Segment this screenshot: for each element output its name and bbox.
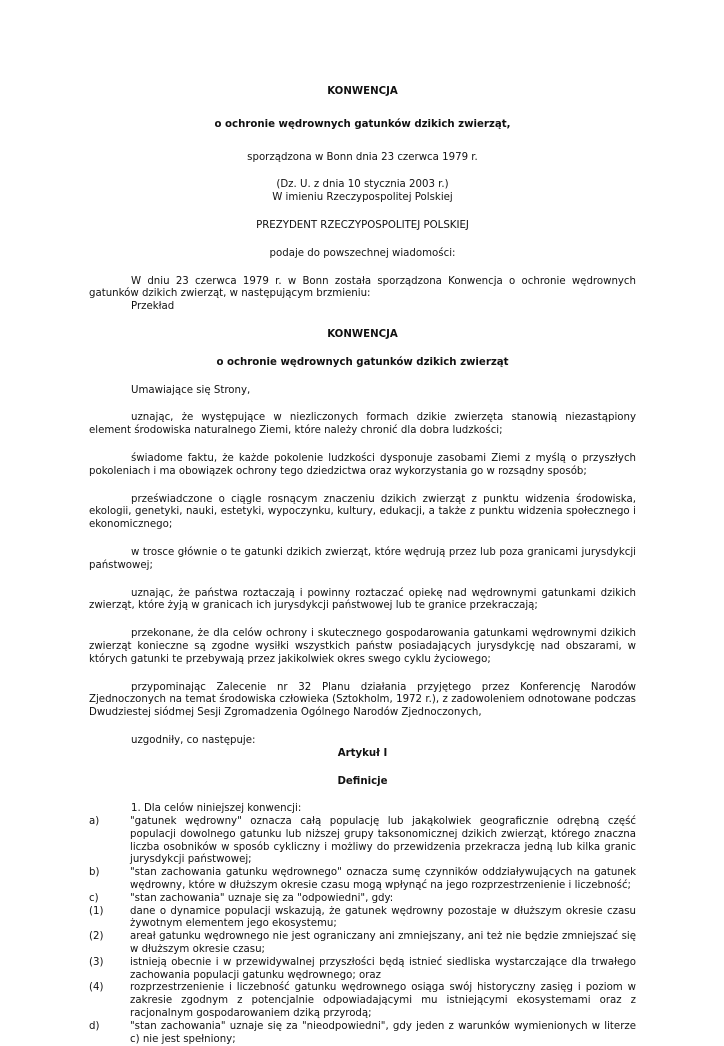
announce-line: podaje do powszechnej wiadomości: [269,247,456,259]
preamble-paragraph: przekonane, że dla celów ochrony i skutecznego gospodarowania gatunkami wędrownymi dzikich zwierząt konieczne są zgodne wysiłki wszystkich państw posiadających jurysdykcję nad obszarami, w których gatunki te przebywają przez jakikolwiek okres swego cyklu życiowego; [89,628,636,665]
preamble-paragraph: uznając, że występujące w niezliczonych formach dzikie zwierzęta stanowią niezastąpiony element środowiska naturalnego Ziemi, które należy chronić dla dobra ludzkości; [89,412,636,437]
journal-reference: (Dz. U. z dnia 10 stycznia 2003 r.) [276,179,449,191]
condition-text: istnieją obecnie i w przewidywalnej przyszłości będą istnieć siedliska wystarczające dla trwałego zachowania populacji gatunku wędrownego; oraz [130,956,636,981]
definition-text: "gatunek wędrowny" oznacza całą populację lub jakąkolwiek geograficznie odrębną część populacji dowolnego gatunku lub niższej grupy taksonomicznej dzikich zwierząt, którego znaczna liczba osobników w sposób cykliczny i możliwy do przewidzenia przekracza jedną lub kilka granic jurysdykcji państwowej; [130,816,636,866]
preamble-paragraph: przypominając Zalecenie nr 32 Planu działania przyjętego przez Konferencję Narodów Zjednoczonych na temat środowiska człowieka (Sztokholm, 1972 r.), z zadowoleniem odnotowane podczas Dwudziestej siódmej Sesji Zgromadzenia Ogólnego Narodów Zjednoczonych, [89,681,636,719]
condition-label: (1) [89,905,104,917]
definition-b [89,867,636,893]
definition-text: "stan zachowania gatunku wędrownego" oznacza sumę czynników oddziaływujących na gatunek wędrowny, które w dłuższym okresie czasu mogą wpłynąć na jego rozprzestrzenienie i liczebność; [130,867,636,892]
article-title: Artykuł I [337,747,388,759]
intro-paragraph: W dniu 23 czerwca 1979 r. w Bonn została sporządzona Konwencja o ochronie wędrownych gatunków dzikich zwierząt, w następującym brzmieniu: [89,275,636,300]
definition-label: d) [89,1020,100,1032]
preamble-paragraph: w trosce głównie o te gatunki dzikich zwierząt, które wędrują przez lub poza granicami jurysdykcji państwowej; [89,546,636,571]
convention-subtitle: o ochronie wędrownych gatunków dzikich zwierząt [216,356,509,368]
condition-2 [89,931,636,957]
preamble-paragraph: świadome faktu, że każde pokolenie ludzkości dysponuje zasobami Ziemi z myślą o przyszłych pokoleniach i ma obowiązek ochrony tego dziedzictwa oraz wykorzystania go w rozsądny sposób; [89,452,636,477]
president-line: PREZYDENT RZECZYPOSPOLITEJ POLSKIEJ [256,219,469,231]
translation-note: Przekład [131,301,175,313]
condition-label: (3) [89,956,104,968]
condition-4 [89,982,636,1020]
definitions-intro: 1. Dla celów niniejszej konwencji: [131,803,302,815]
definition-d [89,1021,636,1046]
definition-text: "stan zachowania" uznaje się za "odpowiedni", gdy: [130,892,394,904]
place-date: sporządzona w Bonn dnia 23 czerwca 1979 r. [247,151,478,163]
condition-label: (2) [89,931,104,943]
preamble-paragraph: uznając, że państwa roztaczają i powinny roztaczać opiekę nad wędrownymi gatunkami dzikich zwierząt, które żyją w granicach ich jurysdykcji państwowej lub te granice przekraczają; [89,587,636,612]
definition-label: c) [89,892,99,904]
condition-label: (4) [89,982,104,994]
article-heading: Definicje [337,775,388,787]
definition-a [89,816,636,867]
on-behalf-line: W imieniu Rzeczypospolitej Polskiej [272,192,453,204]
condition-3 [89,957,636,983]
condition-text: rozprzestrzenienie i liczebność gatunku wędrownego osiąga swój historyczny zasięg i poziom w zakresie zgodnym z potencjalnie odpowiadającymi mu istniejącymi ekosystemami oraz z racjonalnym gospodarowaniem dziką przyrodą; [130,982,636,1020]
definition-label: a) [89,816,100,828]
agreed-line: uzgodniły, co następuje: [131,734,256,746]
condition-1 [89,906,636,932]
definition-c [89,893,636,906]
preamble-paragraph: przeświadczone o ciągle rosnącym znaczeniu dzikich zwierząt z punktu widzenia środowiska, ekologii, genetyki, nauki, estetyki, wypoczynku, kultury, edukacji, a także z punktu widzenia społecznego i ekonomicznego; [89,493,636,531]
convention-title: KONWENCJA [327,328,398,340]
condition-text: areał gatunku wędrownego nie jest ograniczany ani zmniejszany, ani też nie będzie zmniejszać się w dłuższym okresie czasu; [130,931,636,956]
document-subtitle: o ochronie wędrownych gatunków dzikich zwierząt, [214,118,511,130]
document-title: KONWENCJA [327,86,398,97]
parties-line: Umawiające się Strony, [131,384,251,396]
condition-text: dane o dynamice populacji wskazują, że gatunek wędrowny pozostaje w dłuższym okresie czasu żywotnym elementem jego ekosystemu; [130,905,636,930]
definition-label: b) [89,867,100,879]
definition-text: "stan zachowania" uznaje się za "nieodpowiedni", gdy jeden z warunków wymienionych w literze c) nie jest spełniony; [130,1020,636,1045]
